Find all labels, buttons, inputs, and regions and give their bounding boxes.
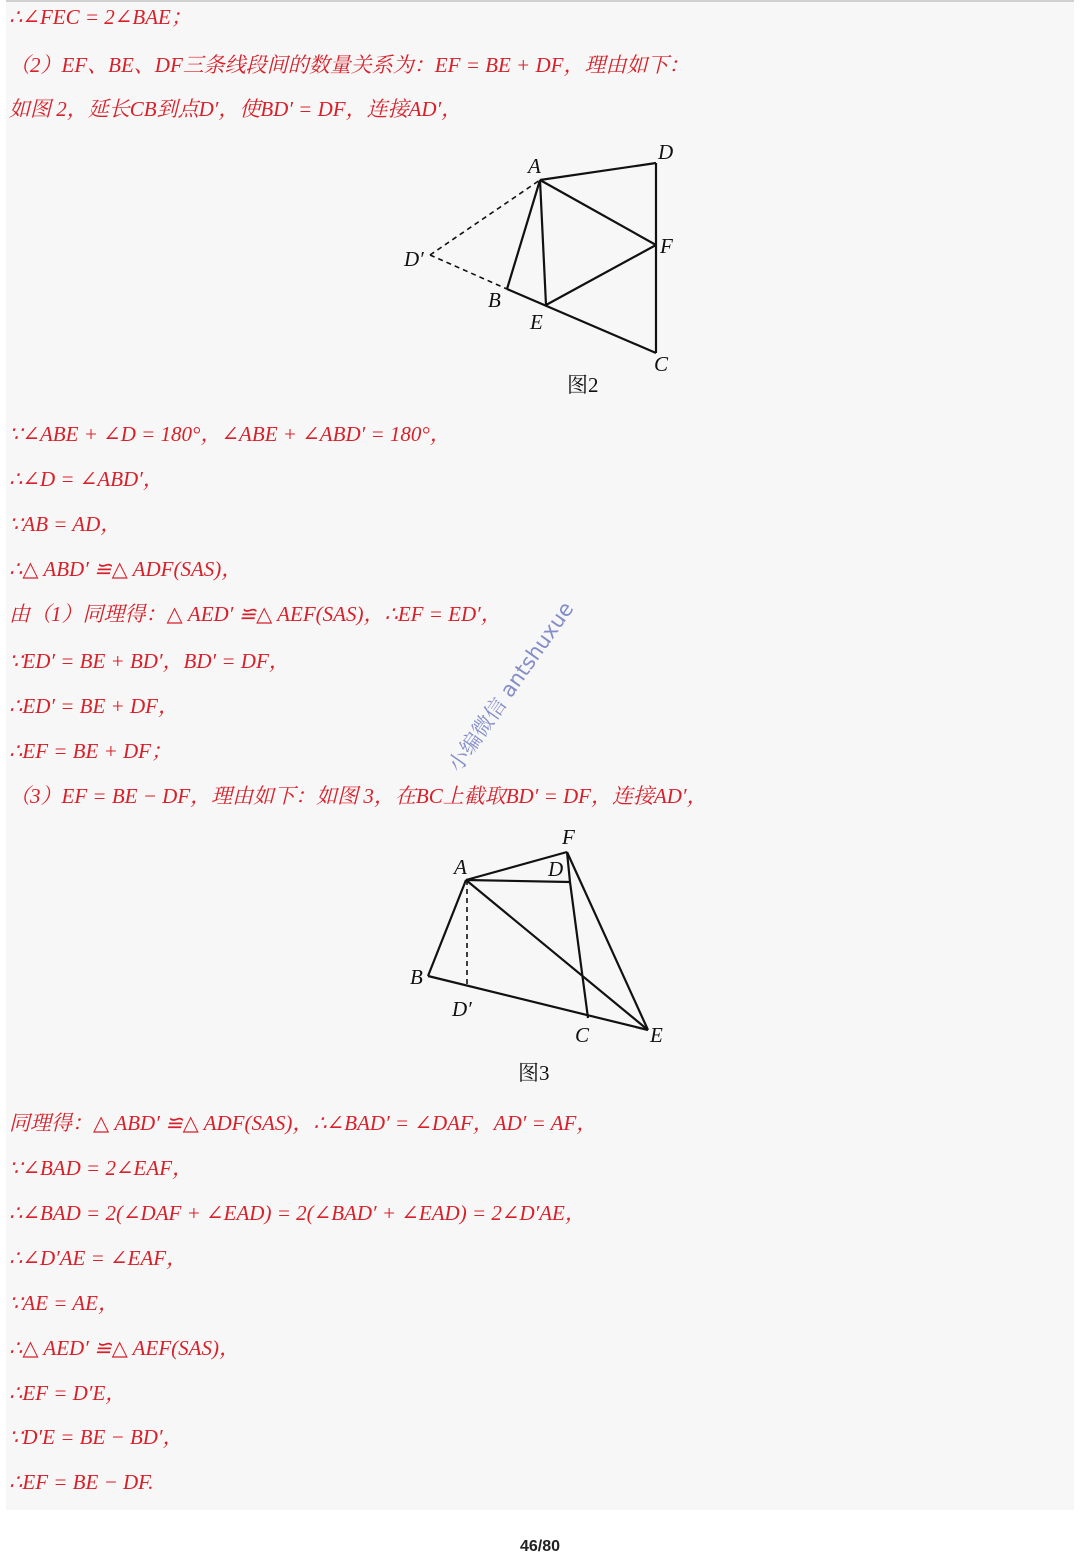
label-B: B [410,965,423,989]
text-line: ∴ED′ = BE + DF， [9,694,179,718]
figure-3 [400,820,690,1090]
label-A: A [528,154,541,178]
text-line: ∵ED′ = BE + BD′，BD′ = DF， [9,649,290,673]
text-line: 如图 2，延长CB到点D′，使BD′ = DF，连接AD′， [9,97,463,121]
label-D: D [548,857,564,881]
label-D: D [658,140,674,164]
text-line: ∵∠ABE + ∠D = 180°，∠ABE + ∠ABD′ = 180°， [9,422,451,446]
text-line: ∴△ ABD′ ≌△ ADF(SAS)， [9,557,243,581]
text-line: ∴∠D = ∠ABD′， [9,467,164,491]
label-C: C [654,352,669,376]
figure-caption: 图3 [518,1061,550,1085]
label-D-prime: D′ [404,247,424,271]
text-line: （2）EF、BE、DF三条线段间的数量关系为：EF = BE + DF，理由如下： [9,53,690,77]
text-line: ∵AB = AD， [9,512,122,536]
text-line: ∴∠D′AE = ∠EAF， [9,1246,188,1270]
text-line: ∵∠BAD = 2∠EAF， [9,1156,194,1180]
top-divider [6,0,1074,2]
text-line: ∴EF = D′E， [9,1381,127,1405]
text-line: 同理得：△ ABD′ ≌△ ADF(SAS)，∴∠BAD′ = ∠DAF，AD′ = AF， [9,1111,598,1135]
label-E: E [650,1023,663,1047]
text-line: ∴EF = BE − DF. [9,1470,154,1494]
text-line: （3）EF = BE − DF，理由如下：如图 3，在BC上截取BD′ = DF，连接AD′， [9,784,708,808]
text-line: ∵D′E = BE − BD′， [9,1425,184,1449]
label-E: E [530,310,543,334]
label-F: F [562,825,575,849]
text-line: ∵AE = AE， [9,1291,119,1315]
text-line: ∴∠BAD = 2(∠DAF + ∠EAD) = 2(∠BAD′ + ∠EAD) = 2∠D′AE， [9,1201,586,1225]
label-D-prime: D′ [452,997,472,1021]
label-B: B [488,288,501,312]
label-F: F [660,234,673,258]
text-line: ∴△ AED′ ≌△ AEF(SAS)， [9,1336,240,1360]
watermark: 小编微信 antshuxue [443,597,579,777]
text-line: ∴∠FEC = 2∠BAE； [9,5,192,29]
page-number: 46/80 [519,1538,561,1555]
text-line: 由（1）同理得：△ AED′ ≌△ AEF(SAS)，∴EF = ED′， [9,602,502,626]
label-A: A [454,855,467,879]
figure-caption: 图2 [567,373,599,397]
text-line: ∴EF = BE + DF； [9,739,173,763]
figure-2 [390,135,710,405]
label-C: C [575,1023,590,1047]
